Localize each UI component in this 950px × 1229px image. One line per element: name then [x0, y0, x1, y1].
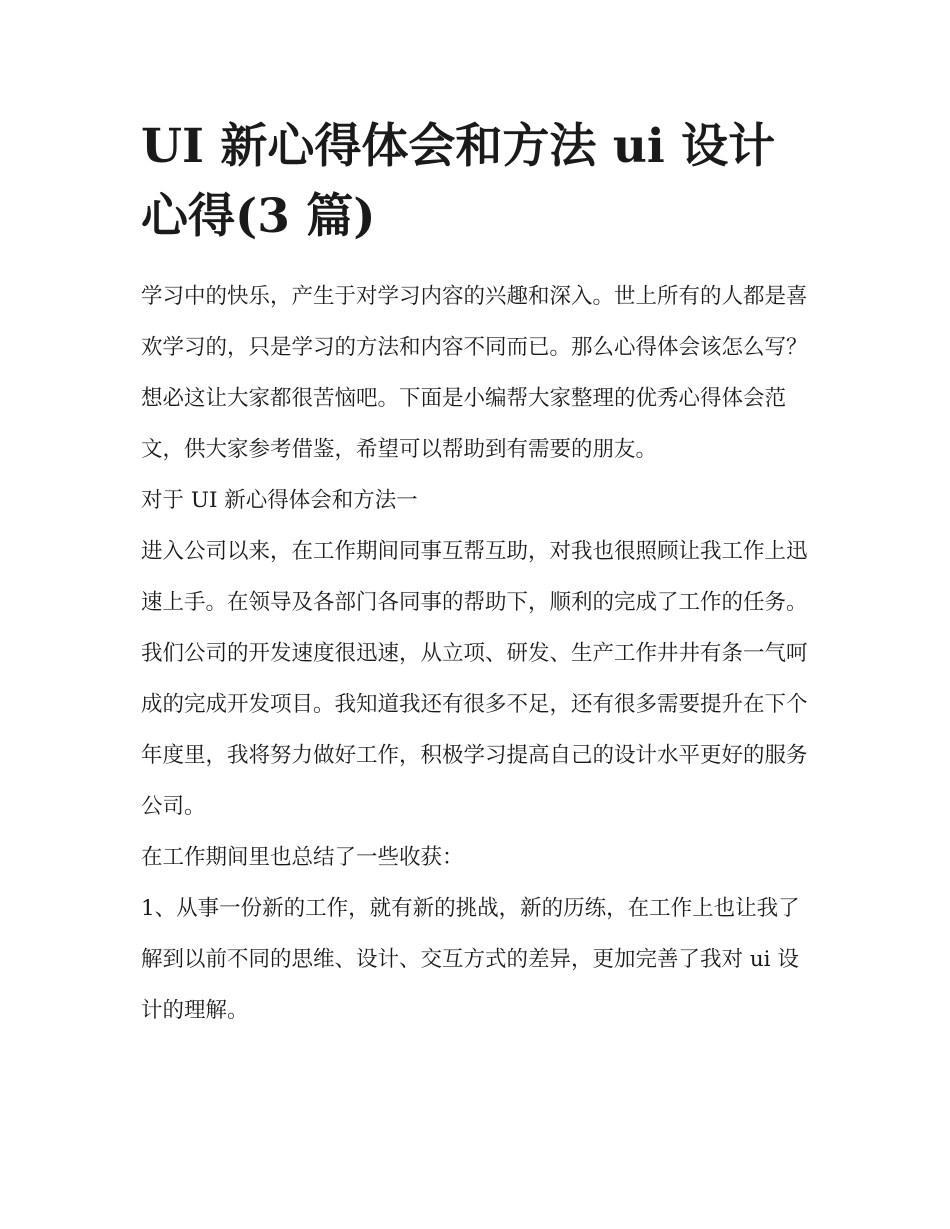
document-title: UI 新心得体会和方法 ui 设计心得(3 篇) [141, 119, 776, 244]
section-heading: 对于 UI 新心得体会和方法一 [141, 488, 418, 513]
intro-paragraph: 学习中的快乐，产生于对学习内容的兴趣和深入。世上所有的人都是喜欢学习的，只是学习的方法和内容不同而已。那么心得体会该怎么写？想必这让大家都很苦恼吧。下面是小编帮大家整理的优秀心得体会范文，供大家参考借鉴，希望可以帮助到有需要的朋友。 [141, 284, 808, 462]
body-paragraph: 进入公司以来，在工作期间同事互帮互助，对我也很照顾让我工作上迅速上手。在领导及各部门各同事的帮助下，顺利的完成了工作的任务。我们公司的开发速度很迅速，从立项、研发、生产工作井井有条一气呵成的完成开发项目。我知道我还有很多不足，还有很多需要提升在下个年度里，我将努力做好工作，积极学习提高自己的设计水平更好的服务公司。 [141, 539, 808, 819]
document-page [141, 112, 813, 1036]
list-item-paragraph: 1、从事一份新的工作，就有新的挑战，新的历练，在工作上也让我了解到以前不同的思维、设计、交互方式的差异，更加完善了我对 ui 设计的理解。 [141, 896, 800, 1023]
summary-lead-paragraph: 在工作期间里也总结了一些收获： [141, 845, 464, 870]
